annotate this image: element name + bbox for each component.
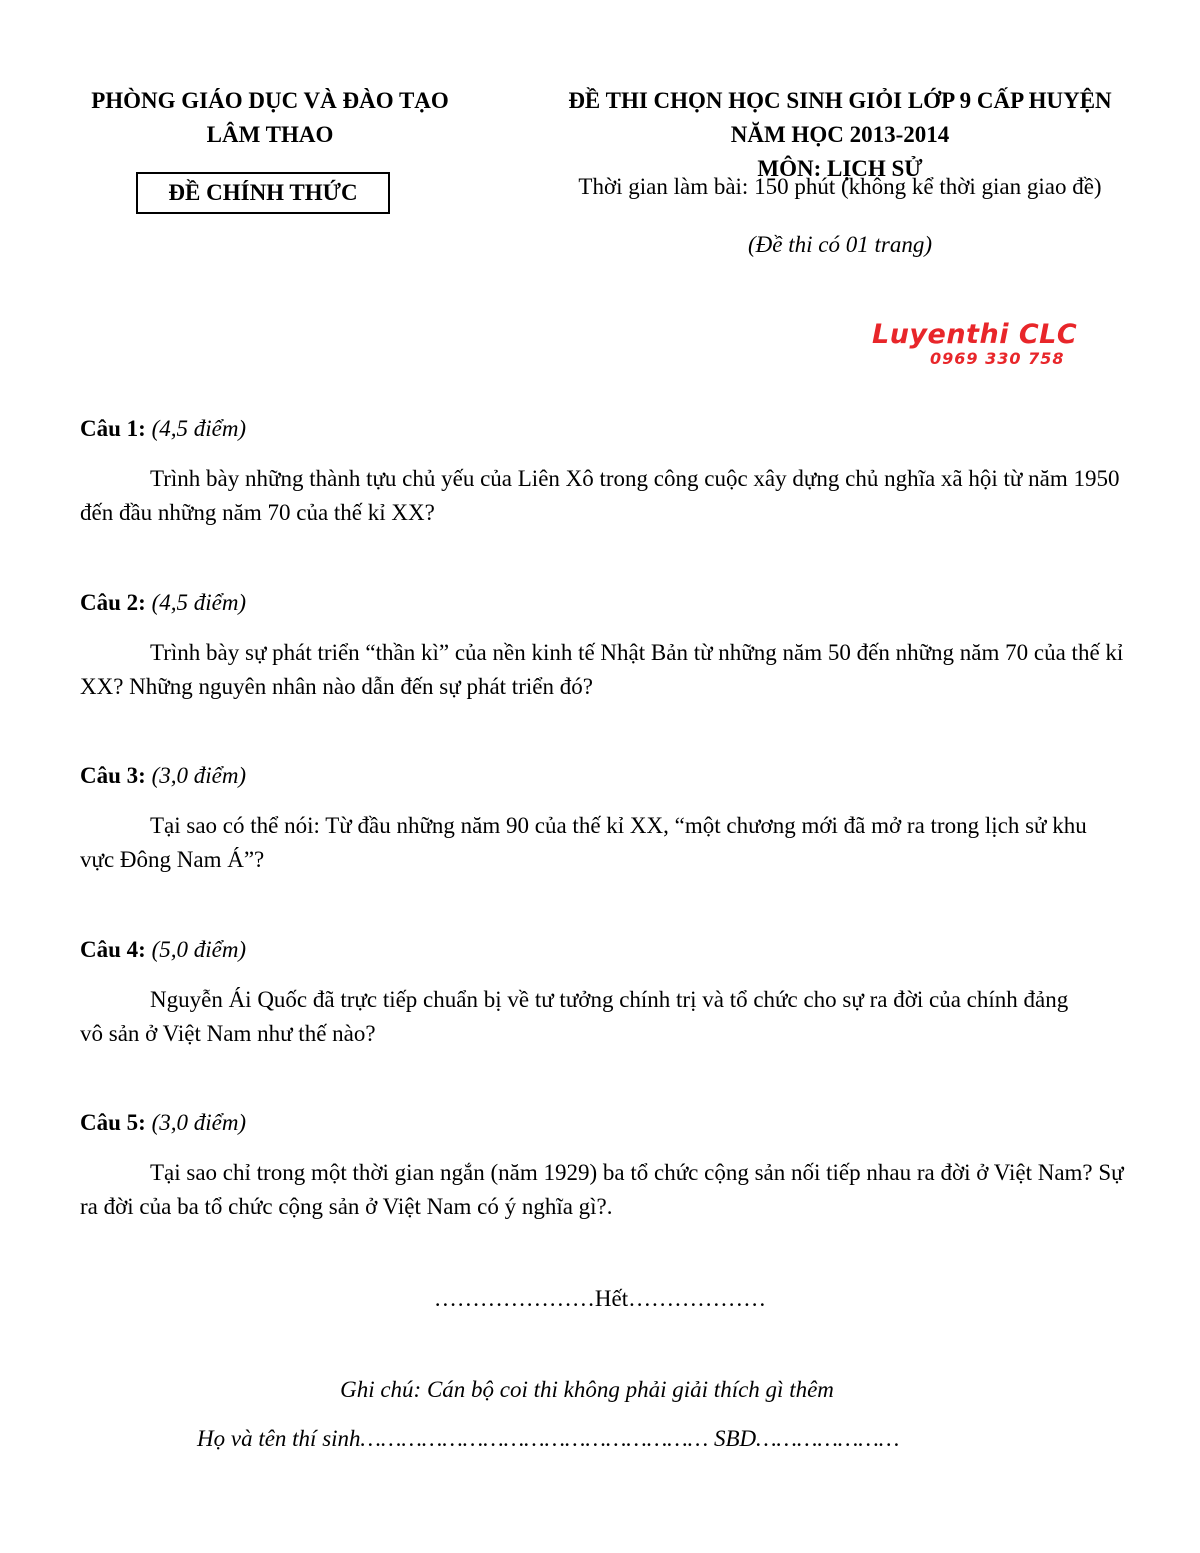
exam-title-block (520, 84, 1160, 186)
question-label: Câu 4: (80, 937, 146, 962)
brand-logo (872, 320, 1102, 370)
question-label: Câu 5: (80, 1110, 146, 1135)
question-text: Tại sao chỉ trong một thời gian ngắn (năm 1929) ba tổ chức cộng sản nối tiếp nhau ra đời ở Việt Nam? Sự ra đời của ba tổ chức cộng sản ở Việt Nam có ý nghĩa gì?. (80, 1160, 1124, 1219)
question-points: (4,5 điểm) (151, 590, 247, 615)
question-2 (80, 588, 1130, 704)
time-allowed: Thời gian làm bài: 150 phút (không kể thời gian giao đề) (578, 174, 1102, 199)
question-text: Tại sao có thể nói: Từ đầu những năm 90 của thế kỉ XX, “một chương mới đã mở ra trong lịch sử khu vực Đông Nam Á”? (80, 813, 1087, 872)
brand-logo-phone: 0969 330 758 (930, 349, 1065, 368)
organization-block (70, 84, 470, 152)
question-5 (80, 1108, 1130, 1224)
question-3 (80, 761, 1090, 877)
school-year: NĂM HỌC 2013-2014 (730, 122, 950, 147)
brand-logo-name: Luyenthi CLC (872, 319, 1078, 350)
page-count: (Đề thi có 01 trang) (748, 232, 932, 257)
question-points: (3,0 điểm) (151, 763, 247, 788)
question-label: Câu 2: (80, 590, 146, 615)
question-4 (80, 935, 1090, 1051)
end-marker: …………………Hết……………… (433, 1286, 767, 1311)
question-text: Trình bày sự phát triển “thần kì” của nền kinh tế Nhật Bản từ những năm 50 đến những năm 70 của thế kỉ XX? Những nguyên nhân nào dẫn đến sự phát triển đó? (80, 640, 1124, 699)
organization-district: LÂM THAO (206, 122, 334, 147)
question-1 (80, 414, 1130, 530)
question-points: (3,0 điểm) (151, 1110, 247, 1135)
question-text: Trình bày những thành tựu chủ yếu của Liên Xô trong công cuộc xây dựng chủ nghĩa xã hội từ năm 1950 đến đầu những năm 70 của thế kỉ XX? (80, 466, 1120, 525)
candidate-info-line: Họ và tên thí sinh…………………………………………… SBD………………… (197, 1426, 900, 1451)
official-exam-label: ĐỀ CHÍNH THỨC (168, 180, 358, 205)
question-label: Câu 3: (80, 763, 146, 788)
question-label: Câu 1: (80, 416, 146, 441)
proctor-note: Ghi chú: Cán bộ coi thi không phải giải thích gì thêm (340, 1377, 834, 1402)
subject: MÔN: LỊCH SỬ (757, 156, 923, 181)
official-exam-box (136, 172, 390, 214)
question-points: (5,0 điểm) (151, 937, 247, 962)
question-points: (4,5 điểm) (151, 416, 247, 441)
exam-title: ĐỀ THI CHỌN HỌC SINH GIỎI LỚP 9 CẤP HUYỆN (568, 88, 1112, 113)
organization-name: PHÒNG GIÁO DỤC VÀ ĐÀO TẠO (91, 88, 449, 113)
question-text: Nguyễn Ái Quốc đã trực tiếp chuẩn bị về tư tưởng chính trị và tổ chức cho sự ra đời của chính đảng vô sản ở Việt Nam như thế nào? (80, 987, 1069, 1046)
